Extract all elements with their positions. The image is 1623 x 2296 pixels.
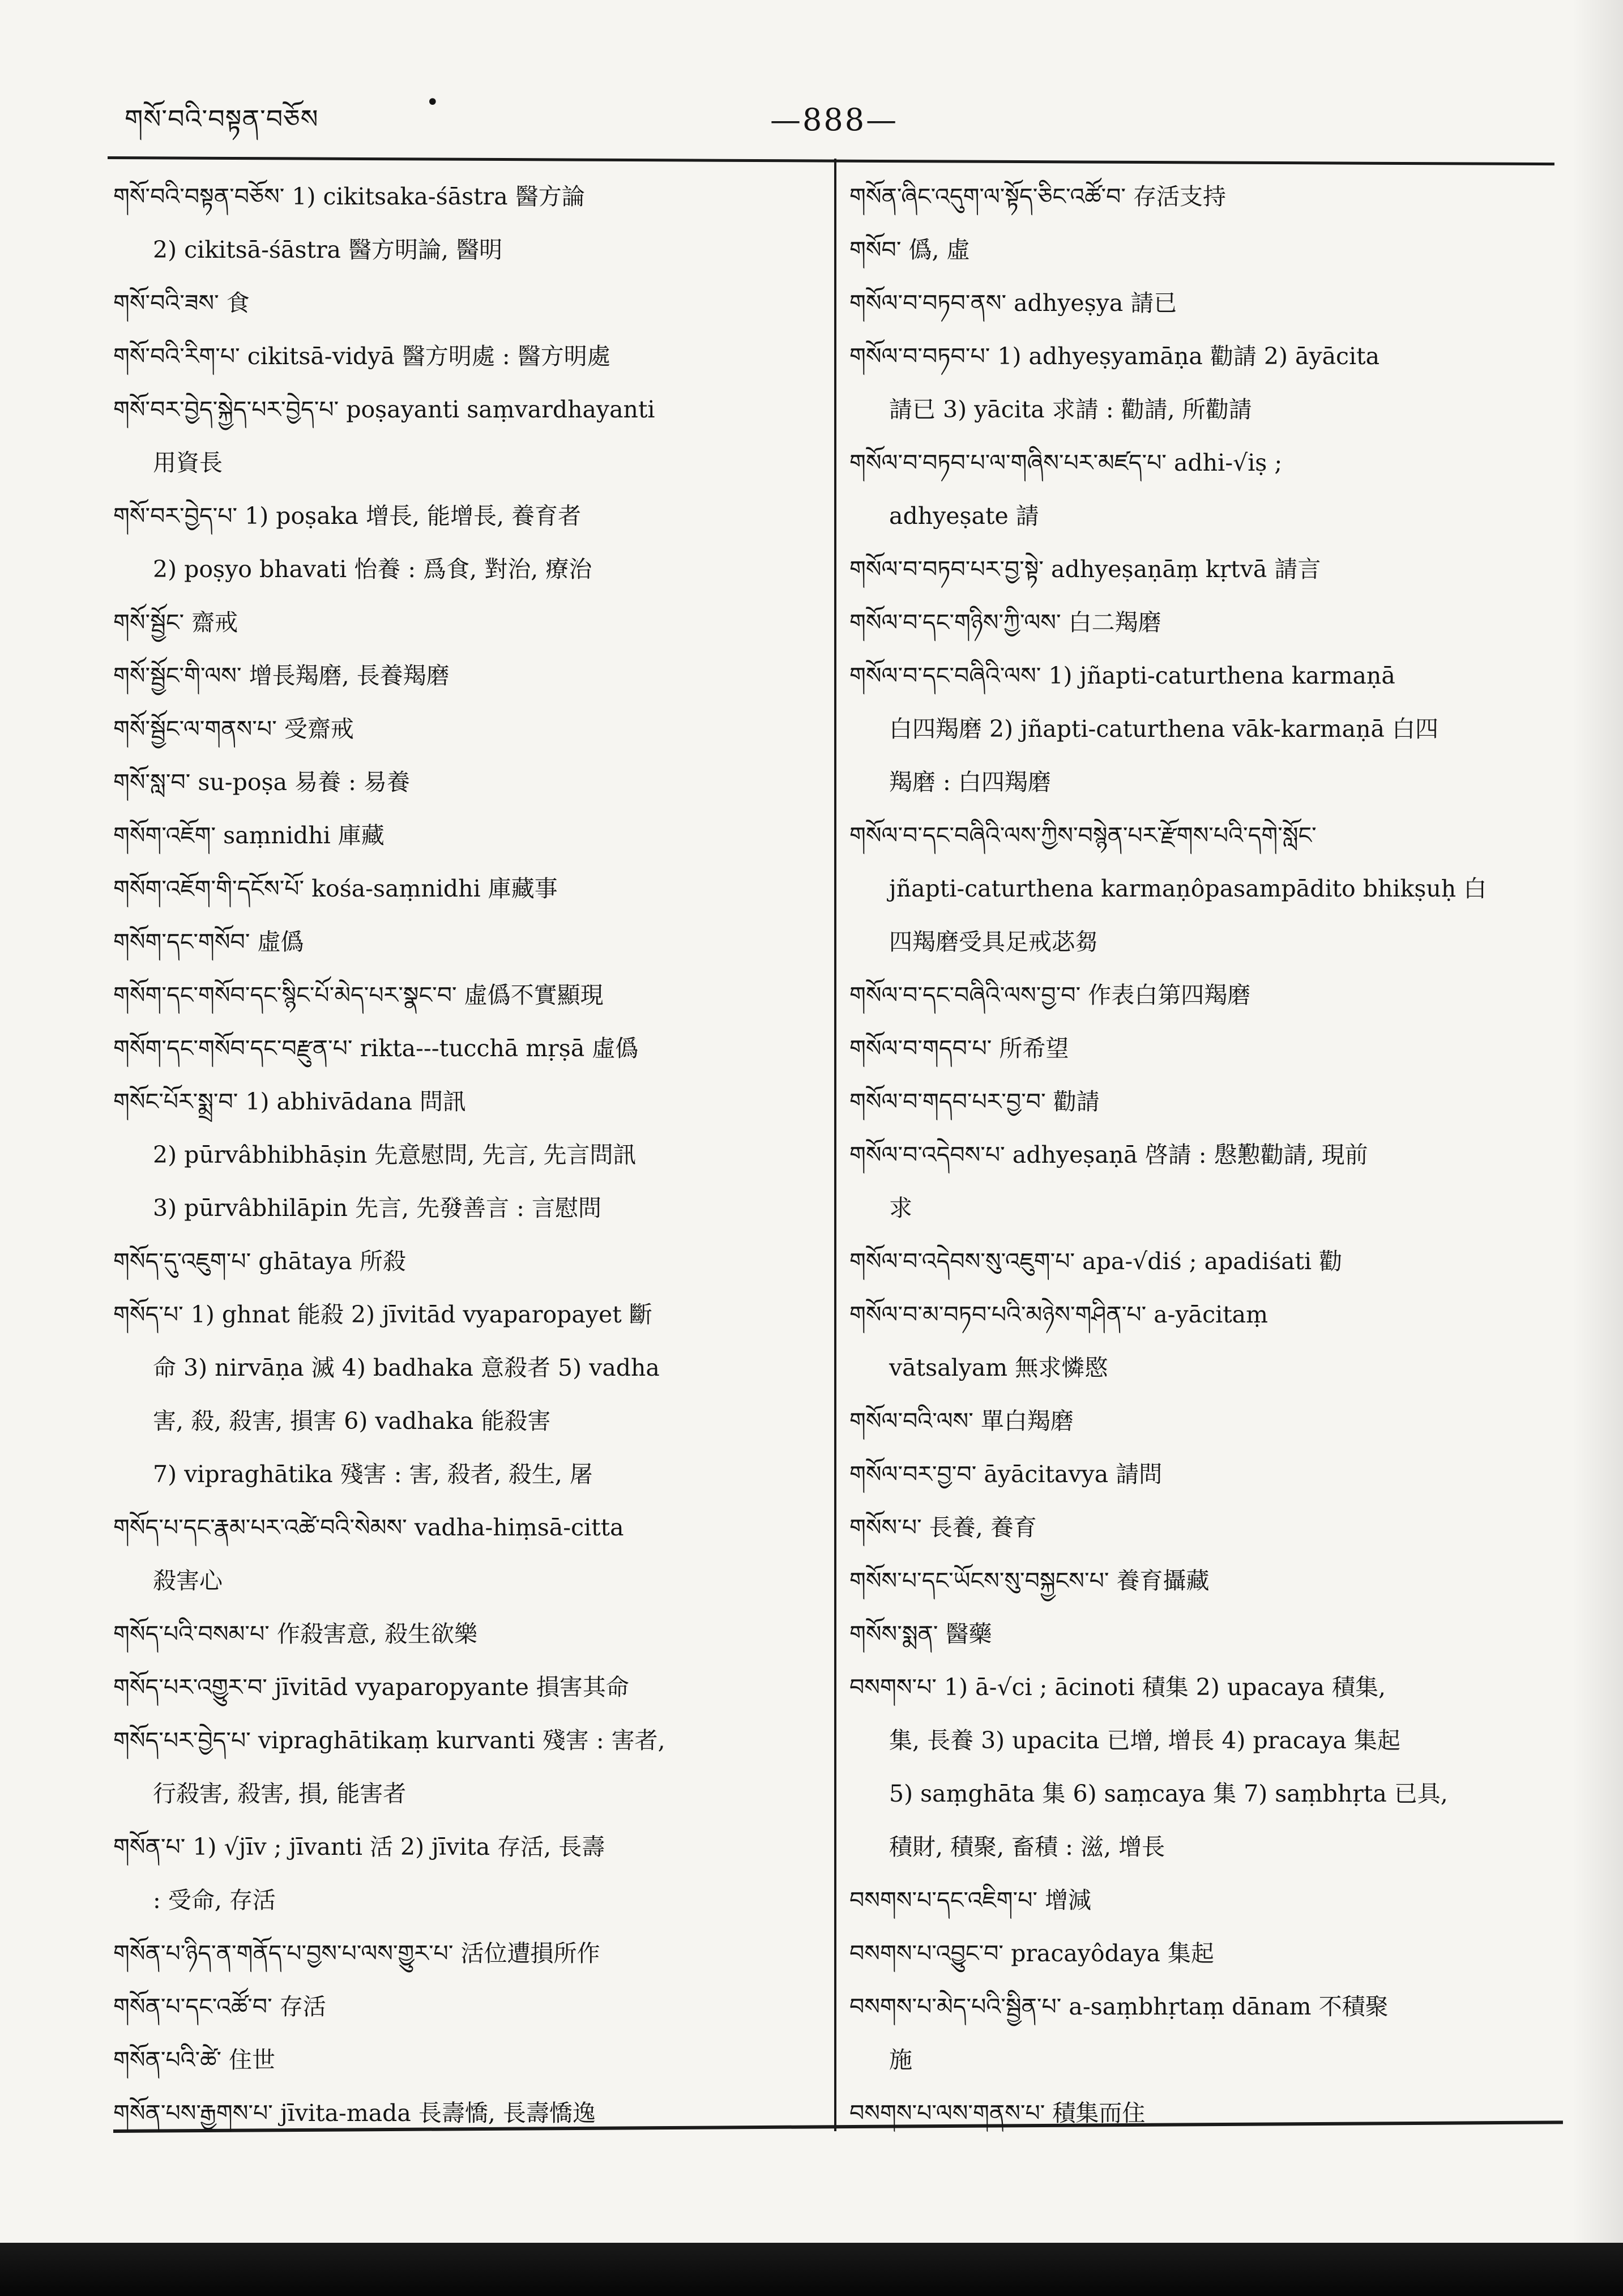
dictionary-entry-line: བསགས་པ་མེད་པའི་སྦྱིན་པ་ a-saṃbhṛtaṃ dānam 不積聚: [849, 1993, 1389, 2020]
column-divider: [834, 159, 836, 2131]
dictionary-entry-line: གསོབ་ 僞, 虛: [849, 236, 970, 263]
entry-continuation-line: 積財, 積聚, 畜積 : 滋, 增長: [889, 1833, 1165, 1860]
dictionary-entry-line: གསོ་བའི་ཟས་ 食: [113, 289, 250, 317]
dictionary-entry-line: གསོད་པའི་བསམ་པ་ 作殺害意, 殺生欲樂: [113, 1620, 477, 1648]
entry-continuation-line: : 受命, 存活: [153, 1887, 276, 1914]
entry-continuation-line: 2) poṣyo bhavati 怡養 : 爲食, 對治, 療治: [153, 556, 592, 583]
page-number: —888—: [770, 102, 899, 138]
entry-continuation-line: 請已 3) yācita 求請 : 勸請, 所勸請: [889, 396, 1252, 423]
dictionary-entry-line: གསོ་སྦྱོང་གི་ལས་ 增長羯磨, 長養羯磨: [113, 662, 450, 689]
entry-continuation-line: 命 3) nirvāṇa 滅 4) badhaka 意殺者 5) vadha: [153, 1354, 660, 1381]
entry-continuation-line: adhyeṣate 請: [889, 502, 1039, 530]
entry-continuation-line: 集, 長養 3) upacita 已增, 增長 4) pracaya 集起: [889, 1727, 1400, 1754]
dictionary-entry-line: གསོས་པ་དང་ཡོངས་སུ་བསྐྱངས་པ་ 養育攝藏: [849, 1567, 1210, 1594]
dictionary-entry-line: གསོན་པ་ཉིད་ན་གནོད་པ་བྱས་པ་ལས་གྱུར་པ་ 活位遭損所作: [113, 1940, 600, 1967]
dictionary-entry-line: གསོད་པར་འགྱུར་བ་ jīvitād vyaparopyante 損害其命: [113, 1674, 629, 1701]
dictionary-entry-line: གསོང་པོར་སྨྲ་བ་ 1) abhivādana 問訊: [113, 1088, 466, 1115]
entry-continuation-line: 四羯磨受具足戒苾芻: [889, 928, 1098, 955]
entry-continuation-line: 求: [889, 1194, 912, 1222]
entry-continuation-line: jñapti-caturthena karmaṇôpasampādito bhikṣuḥ 白: [889, 875, 1487, 902]
dictionary-entry-line: གསོ་སྦྱོང་ལ་གནས་པ་ 受齋戒: [113, 715, 354, 742]
dictionary-entry-line: གསོ་སྦྱོང་ 齋戒: [113, 609, 238, 636]
entry-continuation-line: 白四羯磨 2) jñapti-caturthena vāk-karmaṇā 白四: [889, 715, 1438, 742]
right-column: [849, 170, 1540, 2140]
dictionary-entry-line: གསོན་པ་ 1) √jīv ; jīvanti 活 2) jīvita 存活, 長壽: [113, 1833, 605, 1860]
dictionary-entry-line: གསོ་བའི་རིག་པ་ cikitsā-vidyā 醫方明處 : 醫方明處: [113, 343, 610, 370]
dictionary-entry-line: གསོད་པར་བྱེད་པ་ vipraghātikaṃ kurvanti 殘害 : 害者,: [113, 1727, 665, 1754]
dictionary-entry-line: གསོལ་བ་གདབ་པར་བྱ་བ་ 勸請: [849, 1088, 1100, 1115]
entry-continuation-line: 用資長: [153, 449, 223, 476]
dictionary-entry-line: གསོད་དུ་འཇུག་པ་ ghātaya 所殺: [113, 1248, 406, 1275]
top-rule: [108, 156, 1554, 165]
dictionary-entry-line: གསོ་སླ་བ་ su-poṣa 易養 : 易養: [113, 769, 410, 796]
dictionary-entry-line: གསོ་བར་བྱེད་སྐྱེད་པར་བྱེད་པ་ poṣayanti saṃvardhayanti: [113, 396, 655, 423]
dictionary-entry-line: གསོལ་བ་བཏབ་པ་ 1) adhyeṣyamāṇa 勸請 2) āyācita: [849, 343, 1380, 370]
dictionary-entry-line: གསོས་པ་ 長養, 養育: [849, 1514, 1037, 1541]
dictionary-entry-line: གསོལ་བ་དང་བཞིའི་ལས་བྱ་བ་ 作表白第四羯磨: [849, 981, 1251, 1009]
left-column: [113, 170, 821, 2140]
dictionary-entry-line: གསོན་པ་དང་འཚོ་བ་ 存活: [113, 1993, 326, 2020]
dictionary-entry-line: གསོན་པས་རྒྱགས་པ་ jīvita-mada 長壽憍, 長壽憍逸: [113, 2099, 596, 2127]
dictionary-entry-line: གསོས་སྨན་ 醫藥: [849, 1620, 992, 1648]
dictionary-entry-line: གསོལ་བ་དང་བཞིའི་ལས་ཀྱིས་བསྙེན་པར་རྫོགས་པའི་དགེ་སློང་: [849, 822, 1317, 849]
dictionary-entry-line: བསགས་པ་དང་འཇིག་པ་ 增減: [849, 1887, 1092, 1914]
dictionary-entry-line: གསོ་བའི་བསྟན་བཅོས་ 1) cikitsaka-śāstra 醫方論: [113, 183, 585, 210]
dictionary-entry-line: གསོལ་བ་བཏབ་པ་ལ་གཞིས་པར་མཛད་པ་ adhi-√iṣ ;: [849, 449, 1283, 476]
dictionary-entry-line: གསོན་ཞིང་འདུག་ལ་སྟོད་ཅིང་འཚོ་བ་ 存活支持: [849, 183, 1227, 210]
dictionary-entry-line: གསོལ་བ་དང་གཉིས་ཀྱི་ལས་ 白二羯磨: [849, 609, 1161, 636]
dictionary-entry-line: བསགས་པ་ལས་གནས་པ་ 積集而住: [849, 2099, 1146, 2127]
entry-continuation-line: vātsalyam 無求憐愍: [889, 1354, 1108, 1381]
dictionary-entry-line: གསོལ་བར་བྱ་བ་ āyācitavya 請問: [849, 1461, 1163, 1488]
running-head: གསོ་བའི་བསྟན་བཅོས: [125, 104, 319, 134]
dictionary-entry-line: གསོལ་བ་འདེབས་སུ་འཇུག་པ་ apa-√diś ; apadiśati 勸: [849, 1248, 1343, 1275]
dictionary-entry-line: གསོག་དང་གསོབ་དང་སྙིང་པོ་མེད་པར་སྣང་བ་ 虛僞不實顯現: [113, 981, 604, 1009]
entry-continuation-line: 3) pūrvâbhilāpin 先言, 先發善言 : 言慰問: [153, 1194, 602, 1222]
entry-continuation-line: 2) pūrvâbhibhāṣin 先意慰問, 先言, 先言問訊: [153, 1141, 637, 1168]
dictionary-entry-line: གསོག་དང་གསོབ་ 虛僞: [113, 928, 304, 955]
dictionary-entry-line: གསོག་འཇོག་ saṃnidhi 庫藏: [113, 822, 385, 849]
header-dot: •: [426, 89, 439, 116]
entry-continuation-line: 行殺害, 殺害, 損, 能害者: [153, 1780, 407, 1807]
dictionary-entry-line: གསོལ་བ་གདབ་པ་ 所希望: [849, 1035, 1069, 1062]
dictionary-entry-line: གསོལ་བ་དང་བཞིའི་ལས་ 1) jñapti-caturthena karmaṇā: [849, 662, 1395, 689]
dictionary-entry-line: བསགས་པ་ 1) ā-√ci ; ācinoti 積集 2) upacaya 積集,: [849, 1674, 1386, 1701]
dictionary-entry-line: གསོལ་བ་བཏབ་པར་བྱ་སྟེ་ adhyeṣaṇāṃ kṛtvā 請言: [849, 556, 1321, 583]
dictionary-entry-line: གསོལ་བ་འདེབས་པ་ adhyeṣaṇā 啓請 : 慇懃勸請, 現前: [849, 1141, 1368, 1168]
entry-continuation-line: 害, 殺, 殺害, 損害 6) vadhaka 能殺害: [153, 1407, 551, 1435]
dictionary-entry-line: གསོལ་བའི་ལས་ 單白羯磨: [849, 1407, 1074, 1435]
entry-continuation-line: 羯磨 : 白四羯磨: [889, 769, 1051, 796]
dictionary-entry-line: གསོག་དང་གསོབ་དང་བརྫུན་པ་ rikta---tucchā mṛṣā 虛僞: [113, 1035, 639, 1062]
dictionary-entry-line: གསོ་བར་བྱེད་པ་ 1) poṣaka 增長, 能增長, 養育者: [113, 502, 582, 530]
entry-continuation-line: 殺害心: [153, 1567, 223, 1594]
dictionary-entry-line: གསོལ་བ་བཏབ་ནས་ adhyeṣya 請已: [849, 289, 1177, 317]
dictionary-entry-line: གསོད་པ་ 1) ghnat 能殺 2) jīvitād vyaparopayet 斷: [113, 1301, 652, 1328]
dictionary-entry-line: གསོད་པ་དང་རྣམ་པར་འཚེ་བའི་སེམས་ vadha-hiṃsā-citta: [113, 1514, 624, 1541]
entry-continuation-line: 2) cikitsā-śāstra 醫方明論, 醫明: [153, 236, 503, 263]
entry-continuation-line: 施: [889, 2046, 912, 2073]
dictionary-entry-line: གསོན་པའི་ཚེ་ 住世: [113, 2046, 276, 2073]
dictionary-entry-line: གསོལ་བ་མ་བཏབ་པའི་མཉེས་གཤིན་པ་ a-yācitaṃ: [849, 1301, 1268, 1328]
entry-continuation-line: 5) saṃghāta 集 6) saṃcaya 集 7) saṃbhṛta 已具,: [889, 1780, 1448, 1807]
dictionary-entry-line: བསགས་པ་འབྱུང་བ་ pracayôdaya 集起: [849, 1940, 1214, 1967]
scan-bottom-shadow: [0, 2243, 1623, 2296]
page-edge-shade: [1572, 0, 1623, 2296]
entry-continuation-line: 7) vipraghātika 殘害 : 害, 殺者, 殺生, 屠: [153, 1461, 593, 1488]
dictionary-entry-line: གསོག་འཇོག་གི་དངོས་པོ་ kośa-saṃnidhi 庫藏事: [113, 875, 558, 902]
